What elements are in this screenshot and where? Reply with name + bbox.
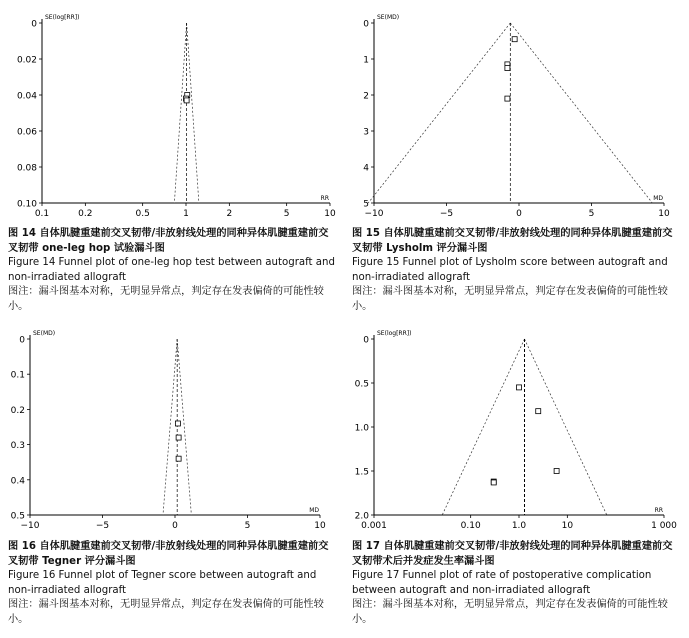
figure-17-caption	[352, 540, 682, 628]
y-tick-label: 0.2	[10, 405, 25, 416]
study-point	[176, 456, 181, 461]
x-tick-label: 0.001	[361, 521, 387, 531]
funnel-right-line	[510, 23, 652, 203]
figure-17-note: 图注：漏斗图基本对称，无明显异常点，判定存在发表偏倚的可能性较小。	[352, 599, 668, 625]
y-tick-label: 0.1	[10, 370, 25, 381]
funnel-plot-15	[352, 5, 682, 227]
y-tick-label: 1.0	[354, 423, 369, 434]
y-tick-label: 0	[19, 335, 25, 346]
x-axis-label: RR	[654, 507, 663, 514]
figure-16-caption-en: Figure 16 Funnel plot of Tegner score between autograft and non-irradiated allograft	[8, 570, 317, 596]
figure-14-caption-en: Figure 14 Funnel plot of one-leg hop test between autograft and non-irradiated allograft	[8, 257, 335, 283]
y-tick-label: 2	[363, 91, 369, 102]
x-tick-label: 10	[658, 209, 670, 219]
figure-16	[8, 322, 338, 632]
funnel-plot-14	[8, 5, 338, 227]
x-tick-label: 2	[226, 209, 233, 219]
y-axis-label: SE(log[RR])	[377, 330, 412, 337]
figure-15-caption	[352, 227, 682, 315]
x-tick-label: 10	[561, 521, 574, 531]
funnel-left-line	[174, 23, 186, 203]
x-tick-label: 5	[283, 209, 290, 219]
y-axis-label: SE(MD)	[377, 14, 400, 21]
study-point	[505, 96, 510, 101]
x-tick-label: 5	[244, 521, 251, 531]
y-tick-label: 1.5	[354, 467, 369, 478]
x-axis-label: MD	[653, 195, 663, 202]
x-tick-label: 0.10	[460, 521, 481, 531]
y-tick-label: 0.10	[16, 199, 37, 210]
y-tick-label: 0.04	[16, 91, 37, 102]
funnel-right-line	[177, 339, 191, 515]
x-tick-label: 1 000	[651, 521, 677, 531]
study-point	[176, 435, 181, 440]
x-tick-label: −5	[439, 209, 454, 219]
funnel-plot-17	[352, 322, 682, 540]
figure-15-caption-cn: 图 15 自体肌腱重建前交叉韧带/非放射线处理的同种异体肌腱重建前交叉韧带 Lysholm 评分漏斗图	[352, 228, 673, 254]
y-tick-label: 0	[363, 19, 369, 30]
y-tick-label: 5	[363, 199, 369, 210]
study-point	[505, 66, 510, 71]
figure-17-caption-en: Figure 17 Funnel plot of rate of postoperative complication between autograft and non-irradiated allograft	[352, 570, 652, 596]
figure-17-caption-cn: 图 17 自体肌腱重建前交叉韧带/非放射线处理的同种异体肌腱重建前交叉韧带术后并发症发生率漏斗图	[352, 541, 673, 567]
y-tick-label: 2.0	[354, 511, 369, 522]
figure-15-note: 图注：漏斗图基本对称，无明显异常点，判定存在发表偏倚的可能性较小。	[352, 286, 668, 312]
x-tick-label: 0.2	[78, 209, 93, 219]
y-tick-label: 0.5	[10, 511, 25, 522]
y-tick-label: 0.3	[10, 441, 25, 452]
figure-14-caption	[8, 227, 338, 315]
study-point	[536, 409, 541, 414]
y-axis-label: SE(log[RR])	[45, 14, 80, 21]
x-tick-label: −10	[20, 521, 40, 531]
x-axis-label: MD	[309, 507, 319, 514]
figure-14-note: 图注：漏斗图基本对称，无明显异常点，判定存在发表偏倚的可能性较小。	[8, 286, 324, 312]
y-tick-label: 0.5	[354, 379, 369, 390]
funnel-right-line	[525, 339, 607, 515]
study-point	[512, 37, 517, 42]
study-point	[517, 385, 522, 390]
x-tick-label: 0.1	[34, 209, 50, 219]
funnel-left-line	[163, 339, 177, 515]
x-tick-label: 10	[324, 209, 336, 219]
y-axis-label: SE(MD)	[33, 330, 56, 337]
y-tick-label: 0.02	[16, 55, 37, 66]
figure-16-caption	[8, 540, 338, 628]
figure-16-caption-cn: 图 16 自体肌腱重建前交叉韧带/非放射线处理的同种异体肌腱重建前交叉韧带 Tegner 评分漏斗图	[8, 541, 329, 567]
figure-15-caption-en: Figure 15 Funnel plot of Lysholm score between autograft and non-irradiated allograft	[352, 257, 668, 283]
x-tick-label: 0.5	[135, 209, 150, 219]
x-tick-label: 10	[314, 521, 326, 531]
y-tick-label: 4	[363, 163, 369, 174]
study-point	[491, 480, 496, 485]
x-tick-label: 0	[516, 209, 522, 219]
y-tick-label: 3	[363, 127, 369, 138]
figure-14-caption-cn: 图 14 自体肌腱重建前交叉韧带/非放射线处理的同种异体肌腱重建前交叉韧带 one-leg hop 试验漏斗图	[8, 228, 329, 254]
y-tick-label: 0.06	[16, 127, 37, 138]
figure-14	[8, 5, 338, 315]
y-tick-label: 0.4	[10, 476, 25, 487]
y-tick-label: 0.08	[16, 163, 37, 174]
figure-16-note: 图注：漏斗图基本对称，无明显异常点，判定存在发表偏倚的可能性较小。	[8, 599, 324, 625]
funnel-left-line	[368, 23, 510, 203]
funnel-left-line	[442, 339, 524, 515]
x-tick-label: 5	[588, 209, 595, 219]
y-tick-label: 0	[31, 19, 37, 30]
x-tick-label: 0	[172, 521, 178, 531]
figure-17	[352, 322, 682, 632]
x-tick-label: 1	[183, 209, 189, 219]
funnel-plot-16	[8, 322, 338, 540]
study-point	[184, 98, 189, 103]
y-tick-label: 1	[363, 55, 369, 66]
x-axis-label: RR	[320, 195, 329, 202]
study-point	[175, 421, 180, 426]
x-tick-label: −5	[95, 521, 110, 531]
funnel-right-line	[187, 23, 199, 203]
study-point	[554, 469, 559, 474]
x-tick-label: −10	[364, 209, 384, 219]
x-tick-label: 1.0	[511, 521, 527, 531]
y-tick-label: 0	[363, 335, 369, 346]
figure-15	[352, 5, 682, 315]
